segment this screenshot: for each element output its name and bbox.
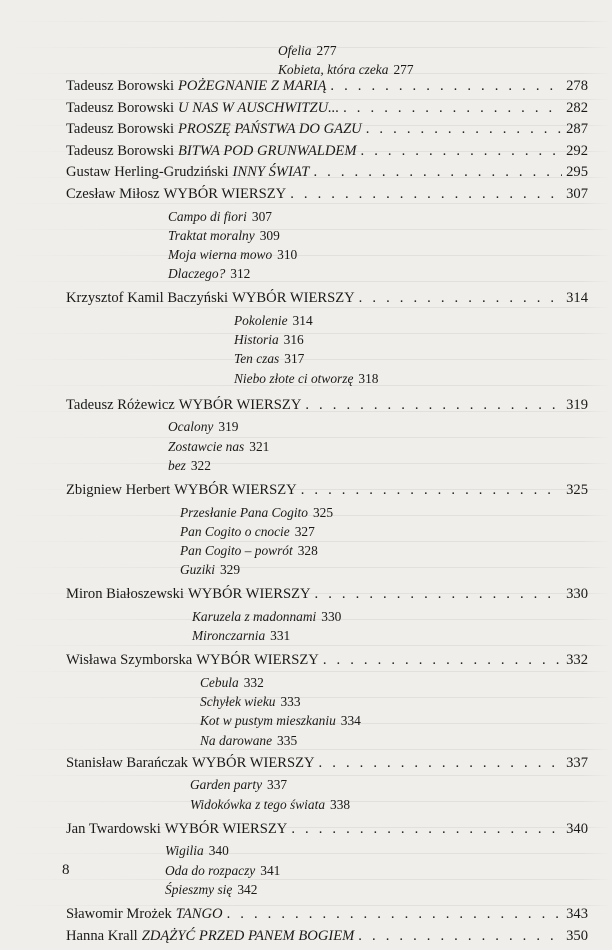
subentry (234, 371, 379, 391)
subentry-page: 321 (249, 438, 270, 454)
subentry (234, 351, 304, 371)
entry-title: ZDĄŻYĆ PRZED PANEM BOGIEM (141, 927, 355, 944)
toc-entry (66, 100, 588, 122)
entry-page: 319 (566, 396, 588, 413)
subentry-title: Campo di fiori (168, 208, 247, 224)
entry-page: 292 (566, 142, 588, 159)
subentry-title: Ten czas (234, 351, 280, 367)
entry-page: 332 (566, 652, 588, 669)
subentry (200, 733, 297, 753)
dot-leader (343, 100, 562, 117)
subentry-page: 340 (208, 843, 229, 859)
dot-leader (290, 186, 562, 203)
toc-entry (66, 928, 588, 950)
entry-title: WYBÓR WIERSZY (191, 754, 315, 771)
dot-leader (291, 821, 562, 838)
subentry-page: 337 (267, 777, 288, 793)
subentry (168, 458, 211, 478)
subentry-page: 332 (243, 675, 264, 690)
subentry (180, 562, 240, 582)
toc-entry (66, 906, 588, 928)
toc-entry (66, 143, 588, 165)
subentry-title: Garden party (190, 777, 263, 793)
subentry-title: Wigilia (165, 843, 204, 859)
dot-leader (301, 482, 562, 499)
subentry (190, 797, 350, 817)
entry-page: 340 (566, 820, 588, 837)
entry-title: WYBÓR WIERSZY (174, 482, 297, 498)
subentry-page: 331 (270, 628, 291, 644)
subentry-title: Cebula (200, 675, 239, 690)
subentry-page: 314 (292, 313, 313, 328)
entry-page: 325 (566, 482, 588, 498)
subentry-title: Na darowane (200, 732, 273, 748)
entry-author: Sławomir Mrożek (66, 906, 172, 922)
dot-leader (313, 164, 562, 181)
entry-page: 282 (566, 99, 588, 116)
subentry-page: 319 (218, 419, 239, 435)
subentry-title: Śpieszmy się (165, 881, 233, 897)
entry-title: WYBÓR WIERSZY (164, 820, 288, 837)
entry-page: 350 (566, 927, 588, 944)
entry-author: Tadeusz Różewicz (66, 396, 175, 413)
toc-entry (66, 755, 588, 777)
entry-page: 287 (566, 121, 588, 138)
subentry-page: 310 (277, 247, 298, 262)
entry-author: Czesław Miłosz (66, 186, 160, 202)
subentry-title: Pan Cogito o cnocie (180, 523, 290, 539)
subentry (168, 439, 269, 459)
subentry (168, 266, 250, 286)
dot-leader (358, 928, 562, 945)
entry-author: Hanna Krall (66, 927, 138, 944)
dot-leader (323, 652, 562, 669)
subentry-title: Oda do rozpaczy (165, 862, 256, 878)
subentry-title: Schyłek wieku (200, 694, 276, 710)
entry-page: 278 (566, 78, 588, 94)
subentry-page: 341 (260, 862, 281, 878)
entry-page: 343 (566, 906, 588, 922)
subentry-page: 277 (316, 43, 337, 58)
subentry (200, 694, 301, 714)
subentry-page: 333 (280, 694, 301, 710)
subentry-title: Ocalony (168, 419, 214, 435)
toc-entry (66, 290, 588, 312)
subentry (165, 863, 280, 883)
entry-title: U NAS W AUSCHWITZU... (178, 99, 340, 116)
dot-leader (319, 755, 563, 772)
entry-title: WYBÓR WIERSZY (178, 396, 302, 413)
entry-author: Wisława Szymborska (66, 652, 193, 669)
subentry-page: 309 (259, 227, 280, 243)
subentry-page: 334 (340, 713, 361, 729)
subentry-page: 317 (284, 351, 305, 367)
subentry (200, 713, 361, 733)
entry-author: Tadeusz Borowski (66, 121, 175, 138)
entry-title: BITWA POD GRUNWALDEM (178, 142, 357, 159)
toc-entry (66, 121, 588, 143)
subentry-page: 312 (230, 266, 251, 282)
entry-author: Gustaw Herling-Grudziński (66, 164, 229, 181)
subentry-page: 329 (219, 562, 241, 578)
entry-author: Miron Białoszewski (66, 586, 184, 603)
subentry (192, 609, 341, 629)
dot-leader (361, 143, 563, 160)
subentry-title: Moja wierna mowo (168, 247, 273, 262)
subentry-page: 325 (312, 504, 334, 520)
subentry-page: 277 (393, 62, 414, 78)
subentry (165, 882, 257, 902)
subentry-title: Dlaczego? (168, 266, 226, 282)
entry-page: 295 (566, 164, 588, 181)
subentry (278, 43, 337, 63)
subentry-title: Mironczarnia (192, 628, 266, 644)
subentry-title: Przesłanie Pana Cogito (180, 504, 308, 520)
subentry-title: Historia (234, 332, 279, 348)
subentry (180, 505, 333, 525)
subentry-page: 338 (330, 796, 351, 812)
toc-entry (66, 652, 588, 674)
entry-page: 307 (566, 186, 588, 202)
toc-entry (66, 821, 588, 843)
subentry-title: Niebo złote ci otworzę (234, 370, 354, 386)
subentry-title: Pokolenie (234, 313, 288, 328)
subentry (234, 332, 304, 352)
subentry (168, 419, 238, 439)
subentry-page: 307 (251, 208, 272, 224)
toc-entry (66, 78, 588, 100)
subentry (168, 209, 272, 229)
subentry-title: Karuzela z madonnami (192, 609, 317, 624)
subentry-page: 330 (321, 609, 342, 624)
toc-entry (66, 482, 588, 504)
subentry (180, 543, 318, 563)
subentry (234, 313, 313, 333)
subentry (192, 628, 290, 648)
entry-title: WYBÓR WIERSZY (196, 652, 319, 669)
subentry-page: 318 (358, 370, 379, 386)
entry-title: INNY ŚWIAT (232, 164, 310, 181)
subentry-title: Guziki (180, 562, 215, 578)
subentry-title: bez (168, 457, 186, 473)
entry-title: POŻEGNANIE Z MARIĄ (178, 78, 327, 94)
entry-author: Jan Twardowski (66, 820, 161, 837)
subentry-title: Zostawcie nas (168, 438, 245, 454)
entry-page: 337 (566, 754, 588, 771)
subentry (190, 777, 287, 797)
subentry-page: 342 (237, 881, 258, 897)
entry-title: PROSZĘ PAŃSTWA DO GAZU (178, 121, 362, 138)
dot-leader (227, 906, 563, 923)
subentry-page: 328 (297, 543, 318, 558)
entry-title: TANGO (175, 906, 223, 922)
subentry-page: 316 (283, 332, 304, 348)
entry-author: Stanisław Barańczak (66, 754, 188, 771)
subentry (165, 843, 229, 863)
subentry (168, 247, 297, 267)
subentry (168, 228, 280, 248)
subentry-page: 335 (277, 732, 298, 748)
entry-author: Krzysztof Kamil Baczyński (66, 290, 229, 307)
entry-page: 330 (566, 586, 588, 603)
entry-title: WYBÓR WIERSZY (163, 186, 287, 202)
entry-page: 314 (566, 290, 588, 307)
dot-leader (366, 121, 562, 138)
toc-entry (66, 164, 588, 186)
dot-leader (330, 78, 562, 95)
subentry (200, 675, 264, 695)
subentry-title: Pan Cogito – powrót (180, 543, 293, 558)
entry-author: Tadeusz Borowski (66, 142, 175, 159)
entry-title: WYBÓR WIERSZY (232, 290, 355, 307)
subentry-page: 322 (190, 457, 211, 473)
toc-entry (66, 186, 588, 208)
dot-leader (315, 586, 563, 603)
entry-title: WYBÓR WIERSZY (187, 586, 311, 603)
subentry-title: Kobieta, która czeka (278, 62, 389, 78)
subentry (180, 524, 315, 544)
entry-author: Tadeusz Borowski (66, 78, 175, 94)
subentry-page: 327 (294, 523, 315, 539)
subentry-title: Ofelia (278, 43, 312, 58)
page-number: 8 (62, 862, 70, 878)
dot-leader (359, 290, 562, 307)
dot-leader (305, 397, 562, 414)
subentry-title: Widokówka z tego świata (190, 796, 326, 812)
subentry-title: Traktat moralny (168, 227, 255, 243)
toc-entry (66, 586, 588, 608)
entry-author: Tadeusz Borowski (66, 99, 175, 116)
subentry-title: Kot w pustym mieszkaniu (200, 713, 336, 729)
toc-entry (66, 397, 588, 419)
entry-author: Zbigniew Herbert (66, 482, 171, 498)
